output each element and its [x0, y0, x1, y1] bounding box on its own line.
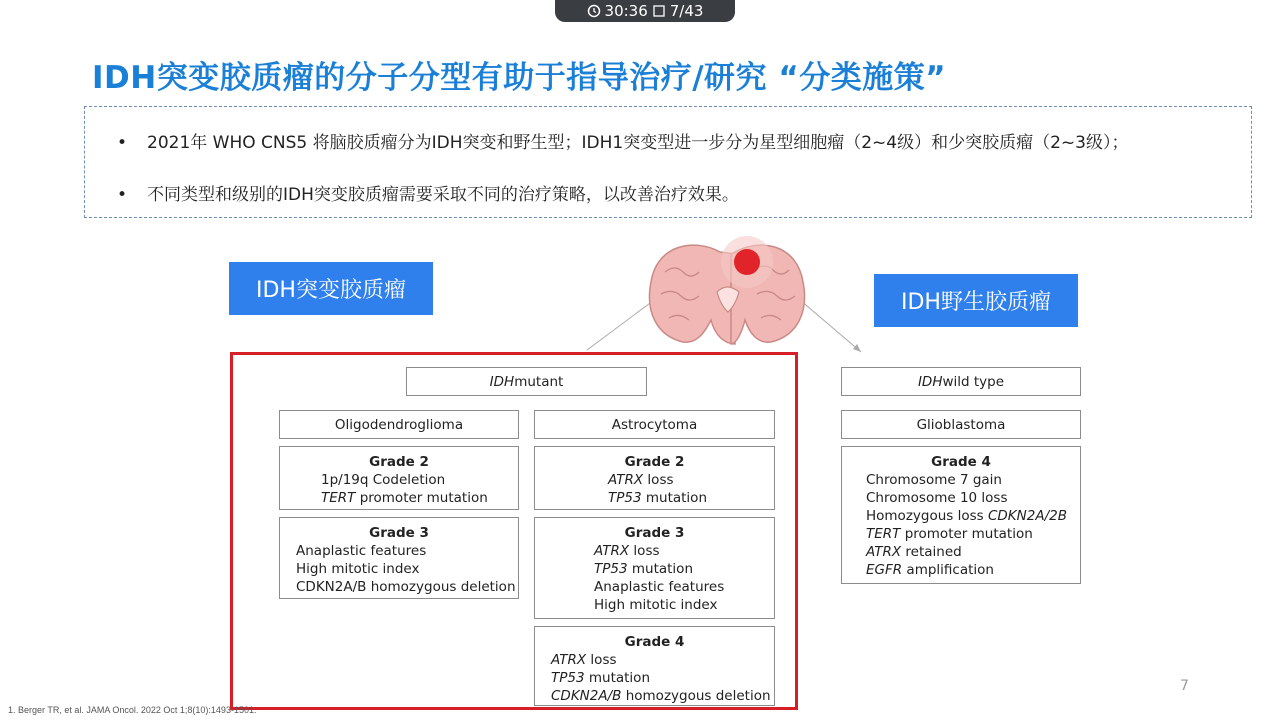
- grade-label: Grade 2: [369, 454, 429, 470]
- grade-label: Grade 4: [931, 454, 991, 470]
- bullet-marker: •: [117, 133, 128, 153]
- feature-line: High mitotic index: [296, 561, 420, 577]
- reference-citation: 1. Berger TR, et al. JAMA Oncol. 2022 Oct 1;8(10):1493-1501.: [8, 705, 257, 715]
- clock-icon: [587, 4, 601, 18]
- feature-line: TP53 mutation: [608, 490, 708, 506]
- idh-wildtype-header: [841, 367, 1081, 396]
- feature-line: CDKN2A/B homozygous deletion: [296, 579, 516, 595]
- page-number: 7: [1180, 678, 1189, 694]
- astro-grade-3-box: [534, 517, 775, 619]
- feature-line: Chromosome 10 loss: [866, 490, 1008, 506]
- feature-line: Anaplastic features: [594, 579, 725, 595]
- astro-grade-4-box: [534, 626, 775, 706]
- feature-line: TERT promoter mutation: [866, 526, 1033, 542]
- astro-grade-2-box: [534, 446, 775, 510]
- feature-line: TERT promoter mutation: [321, 490, 488, 506]
- bullet-marker: •: [117, 185, 128, 205]
- feature-line: Homozygous loss CDKN2A/2B: [866, 508, 1067, 524]
- feature-line: ATRX loss: [608, 472, 674, 488]
- presenter-timer: 30:36: [604, 2, 648, 20]
- feature-line: TP53 mutation: [551, 670, 651, 686]
- glioblastoma-header: Glioblastoma: [841, 410, 1081, 439]
- brain-illustration: [585, 232, 875, 362]
- header-text: wild type: [942, 373, 1005, 390]
- feature-line: High mitotic index: [594, 597, 718, 613]
- feature-line: ATRX loss: [551, 652, 617, 668]
- slide-icon: [652, 4, 666, 18]
- grade-label: Grade 2: [624, 454, 685, 470]
- summary-box: [84, 106, 1252, 218]
- gene-name: IDH: [489, 373, 515, 390]
- header-text: mutant: [514, 373, 564, 390]
- feature-line: 1p/19q Codeletion: [321, 472, 446, 488]
- idh-mutant-header: [406, 367, 647, 396]
- gene-name: IDH: [917, 373, 943, 390]
- idh-wildtype-label: IDH野生胶质瘤: [874, 274, 1078, 327]
- feature-line: ATRX loss: [594, 543, 660, 559]
- gbm-grade-4-box: [841, 446, 1081, 584]
- grade-label: Grade 3: [369, 525, 429, 541]
- oligo-grade-3-box: [279, 517, 519, 599]
- grade-label: Grade 3: [624, 525, 685, 541]
- feature-line: EGFR amplification: [866, 562, 994, 578]
- astrocytoma-header: Astrocytoma: [534, 410, 775, 439]
- feature-line: Chromosome 7 gain: [866, 472, 1002, 488]
- tumor-marker: [734, 249, 760, 275]
- presenter-status-bar: [555, 0, 735, 22]
- feature-line: TP53 mutation: [594, 561, 694, 577]
- grade-label: Grade 4: [624, 634, 685, 650]
- slide-title: IDH突变胶质瘤的分子分型有助于指导治疗/研究 “分类施策”: [92, 60, 947, 96]
- feature-line: CDKN2A/B homozygous deletion: [551, 688, 771, 704]
- bullet-text: 2021年 WHO CNS5 将脑胶质瘤分为IDH突变和野生型；IDH1突变型进一步分为星型细胞瘤（2~4级）和少突胶质瘤（2~3级）；: [147, 133, 1129, 153]
- oligo-grade-2-box: [279, 446, 519, 510]
- feature-line: ATRX retained: [866, 544, 962, 560]
- feature-line: Anaplastic features: [296, 543, 427, 559]
- oligodendroglioma-header: Oligodendroglioma: [279, 410, 519, 439]
- idh-mutant-label: IDH突变胶质瘤: [229, 262, 433, 315]
- slide-counter: 7/43: [669, 2, 704, 20]
- bullet-text: 不同类型和级别的IDH突变胶质瘤需要采取不同的治疗策略，以改善治疗效果。: [147, 185, 739, 205]
